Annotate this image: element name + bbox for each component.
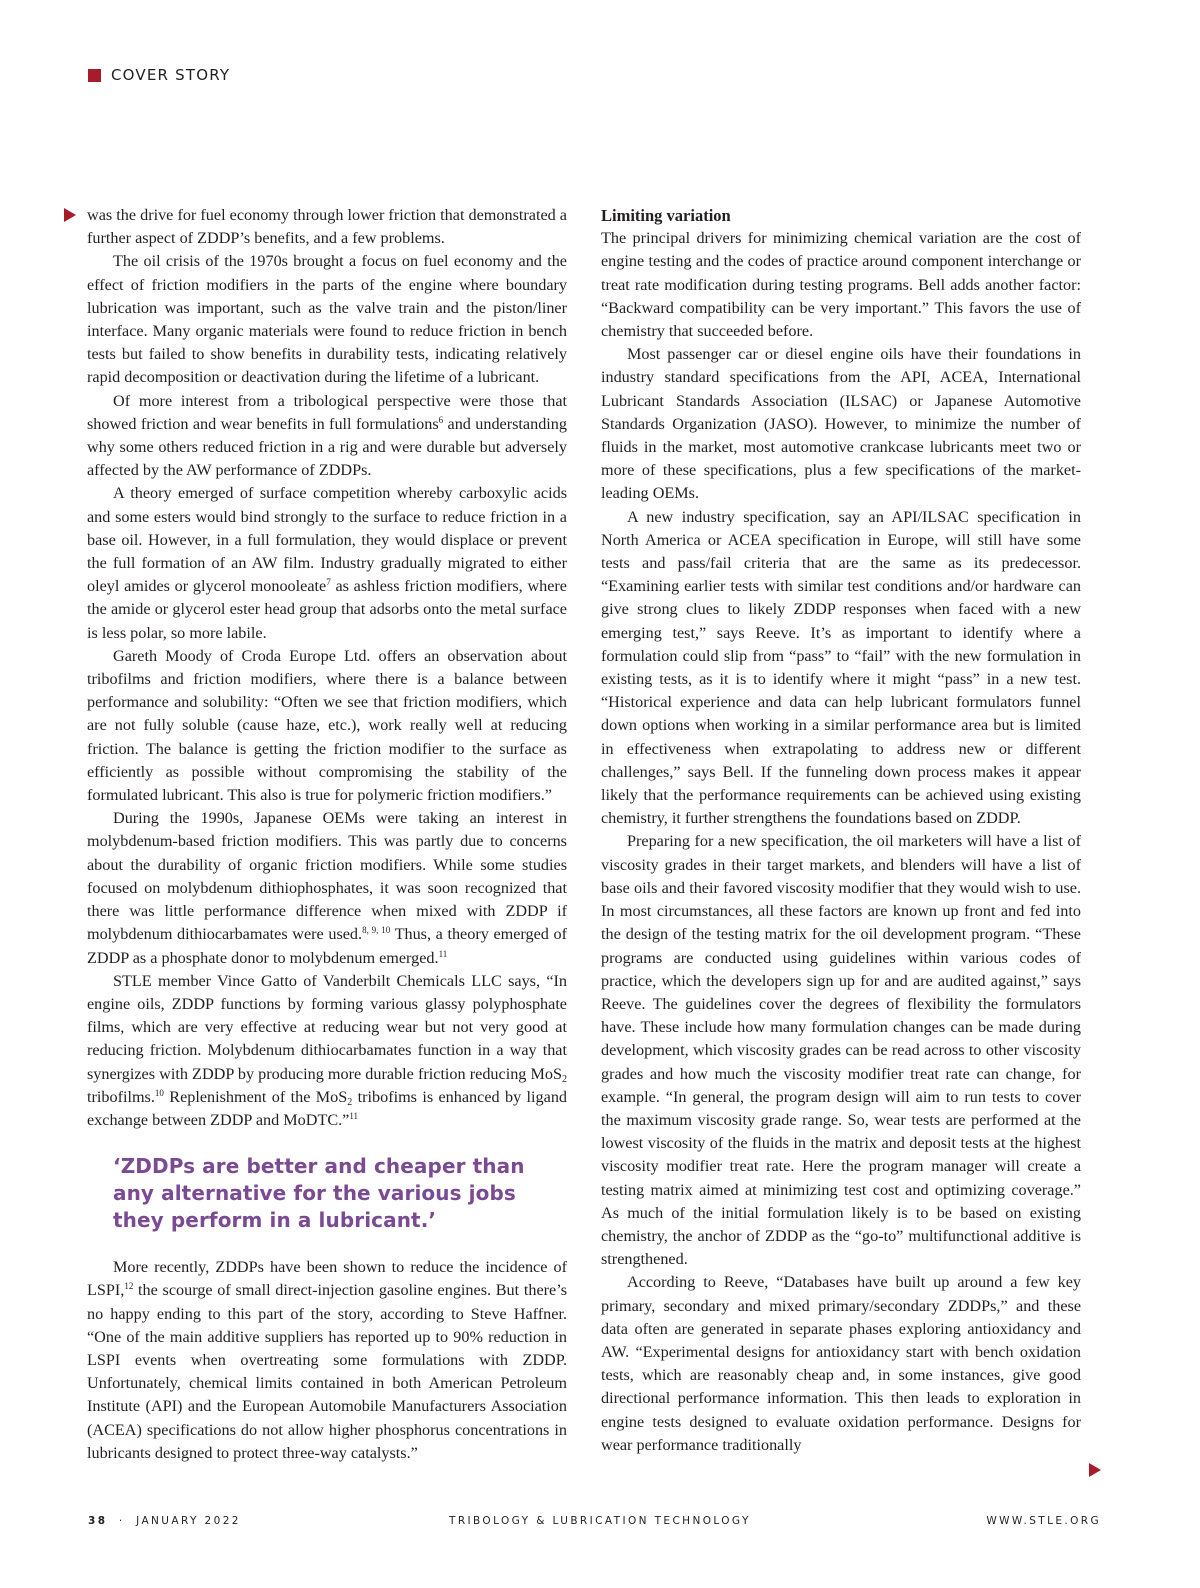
page-number: 38	[88, 1515, 108, 1527]
section-title: COVER STORY	[111, 66, 231, 84]
pull-quote: ‘ZDDPs are better and cheaper than any alternative for the various jobs they perform in a lubricant.’	[113, 1154, 525, 1233]
reference-superscript: 10	[154, 1087, 164, 1098]
right-column	[601, 204, 1081, 1457]
reference-superscript: 6	[438, 414, 444, 425]
page-footer	[88, 1515, 1101, 1529]
left-column	[87, 204, 567, 1465]
paragraph: A theory emerged of surface competition whereby carboxylic acids and some esters would bind strongly to the surface to reduce friction in a base oil. However, in a full formulation, they would displace or prevent the full formation of an AW film. Industry gradually migrated to either oleyl amides or glycerol monooleate$^7$ as ashless friction modifiers, where the amide or glycerol ester head group that adsorbs onto the metal surface is less polar, so more labile.	[87, 484, 567, 642]
paragraph: During the 1990s, Japanese OEMs were taking an interest in molybdenum-based friction modifiers. This was partly due to concerns about the durability of organic friction modifiers. While some studies focused on molybdenum dithiophosphates, it was soon recognized that there was little performance difference when mixed with ZDDP if molybdenum dithiocarbamates were used.$^{8, 9, 10}$ Thus, a theory emerged of ZDDP as a phosphate donor to molybdenum emerged.$^{11}$	[87, 809, 567, 967]
paragraph: According to Reeve, “Databases have built up around a few key primary, secondary and mixed primary/secondary ZDDPs,” and these data often are generated in separate phases exploring antioxidancy and AW. “Experimental designs for antioxidancy start with bench oxidation tests, which are reasonably cheap and, in some instances, give good directional performance information. This then leads to exploration in engine tests designed to evaluate oxidation performance. Designs for wear performance traditionally	[601, 1273, 1081, 1454]
paragraph: Most passenger car or diesel engine oils have their foundations in industry standard specifications from the API, ACEA, International Lubricant Standards Association (ILSAC) or Japanese Automotive Standards Organization (JASO). However, to minimize the number of fluids in the market, most automotive crankcase lubricants meet two or more of these specifications, plus a few specifications of the market-leading OEMs.	[601, 345, 1081, 503]
reference-superscript: 11	[349, 1110, 359, 1121]
website-link[interactable]: WWW.STLE.ORG	[986, 1515, 1101, 1527]
continued-arrow-icon	[1089, 1463, 1101, 1477]
publication-name: TRIBOLOGY & LUBRICATION TECHNOLOGY	[449, 1515, 751, 1527]
paragraph: Of more interest from a tribological perspective were those that showed friction and wear benefits in full formulations$^6$ and understanding why some others reduced friction in a rig and were durable but adversely affected by the AW performance of ZDDPs.	[87, 391, 567, 480]
paragraph: The principal drivers for minimizing chemical variation are the cost of engine testing and the codes of practice around component interchange or treat rate modification during testing programs. Bell adds another factor: “Backward compatibility can be very important.” This favors the use of chemistry that succeeded before.	[601, 229, 1081, 341]
reference-superscript: 11	[438, 948, 448, 959]
paragraph: STLE member Vince Gatto of Vanderbilt Chemicals LLC says, “In engine oils, ZDDP functions by forming various glassy polyphosphate films, which are very effective at reducing wear but not very good at reducing friction. Molybdenum dithiocarbamates function in a way that synergizes with ZDDP by producing more durable friction reducing MoS$_2$ tribofilms.$^{10}$ Replenishment of the MoS$_2$ tribofims is enhanced by ligand exchange between ZDDP and MoDTC.”$^{11}$	[87, 971, 568, 1129]
issue-date: JANUARY 2022	[136, 1515, 241, 1527]
section-marker-icon	[88, 69, 101, 82]
paragraph: The oil crisis of the 1970s brought a focus on fuel economy and the effect of friction modifiers in the parts of the engine where boundary lubrication was important, such as the valve train and the piston/liner interface. Many organic materials were found to reduce friction in bench tests but failed to show benefits in durability tests, indicating relatively rapid decomposition or deactivation during the lifetime of a lubricant.	[87, 252, 567, 387]
paragraph: Gareth Moody of Croda Europe Ltd. offers an observation about tribofilms and friction modifiers, where there is a balance between performance and solubility: “Often we see that friction modifiers, which are not fully soluble (cause haze, etc.), work really well at reducing friction. The balance is getting the friction modifier to the surface as efficiently as possible without compromising the stability of the formulated lubricant. This also is true for polymeric friction modifiers.”	[87, 646, 567, 805]
paragraph: Preparing for a new specification, the oil marketers will have a list of viscosity grades in their target markets, and blenders will have a list of base oils and their favored viscosity modifier that they would wish to use. In most circumstances, all these factors are known up front and fed into the design of the testing matrix for the oil development program. “These programs are conducted using guidelines within various codes of practice, which the developers sign up for and are audited against,” says Reeve. The guidelines cover the degrees of flexibility the formulators have. These include how many formulation changes can be made during development, which viscosity grades can be read across to other viscosity grades and how much the viscosity modifier treat rate can change, for example. “In general, the program design will aim to run tests to cover the maximum viscosity grade range. So, wear tests are performed at the lowest viscosity of the fluids in the matrix and deposit tests at the highest viscosity modifier treat rate. Here the program manager will create a testing matrix aimed at minimizing test cost and optimizing coverage.” As much of the initial formulation likely is to be based on existing chemistry, the anchor of ZDDP as the “go-to” multifunctional additive is strengthened.	[601, 832, 1081, 1269]
reference-superscript: 7	[326, 577, 331, 588]
reference-superscript: 8, 9, 10	[362, 925, 391, 936]
subheading: Limiting variation	[601, 206, 731, 225]
paragraph: A new industry specification, say an API/ILSAC specification in North America or ACEA specification in Europe, will still have some tests and pass/fail criteria that are the same as its predecessor. “Examining earlier tests with similar test conditions and/or hardware can give strong clues to likely ZDDP responses when faced with a new emerging test,” says Reeve. It’s as important to identify where a formulation could slip from “pass” to “fail” with the new formulation in existing tests, as it is to identify where it might “pass” in a new test. “Historical experience and data can help lubricant formulators funnel down options when working in a similar performance area but is limited in effectiveness when extrapolating to address new or different challenges,” says Bell. If the funneling down process makes it appear likely that the performance requirements can be achieved using existing chemistry, it further strengthens the foundations based on ZDDP.	[601, 507, 1081, 828]
continued-from-arrow-icon	[64, 208, 76, 222]
footer-page-info: 38 · JANUARY 2022	[88, 1515, 241, 1527]
reference-superscript: 12	[124, 1281, 134, 1292]
paragraph: was the drive for fuel economy through lower friction that demonstrated a further aspect of ZDDP’s benefits, and a few problems.	[87, 206, 567, 248]
paragraph: More recently, ZDDPs have been shown to reduce the incidence of LSPI,$^{12}$ the scourge of small direct-injection gasoline engines. But there’s no happy ending to this part of the story, according to Steve Haffner. “One of the main additive suppliers has reported up to 90% reduction in LSPI events when overtreating some formulations with ZDDP. Unfortunately, chemical limits contained in both American Petroleum Institute (API) and the European Automobile Manufacturers Association (ACEA) specifications do not allow higher phosphorus concentrations in lubricants designed to protect three-way catalysts.”	[87, 1258, 567, 1462]
section-header	[88, 66, 230, 84]
